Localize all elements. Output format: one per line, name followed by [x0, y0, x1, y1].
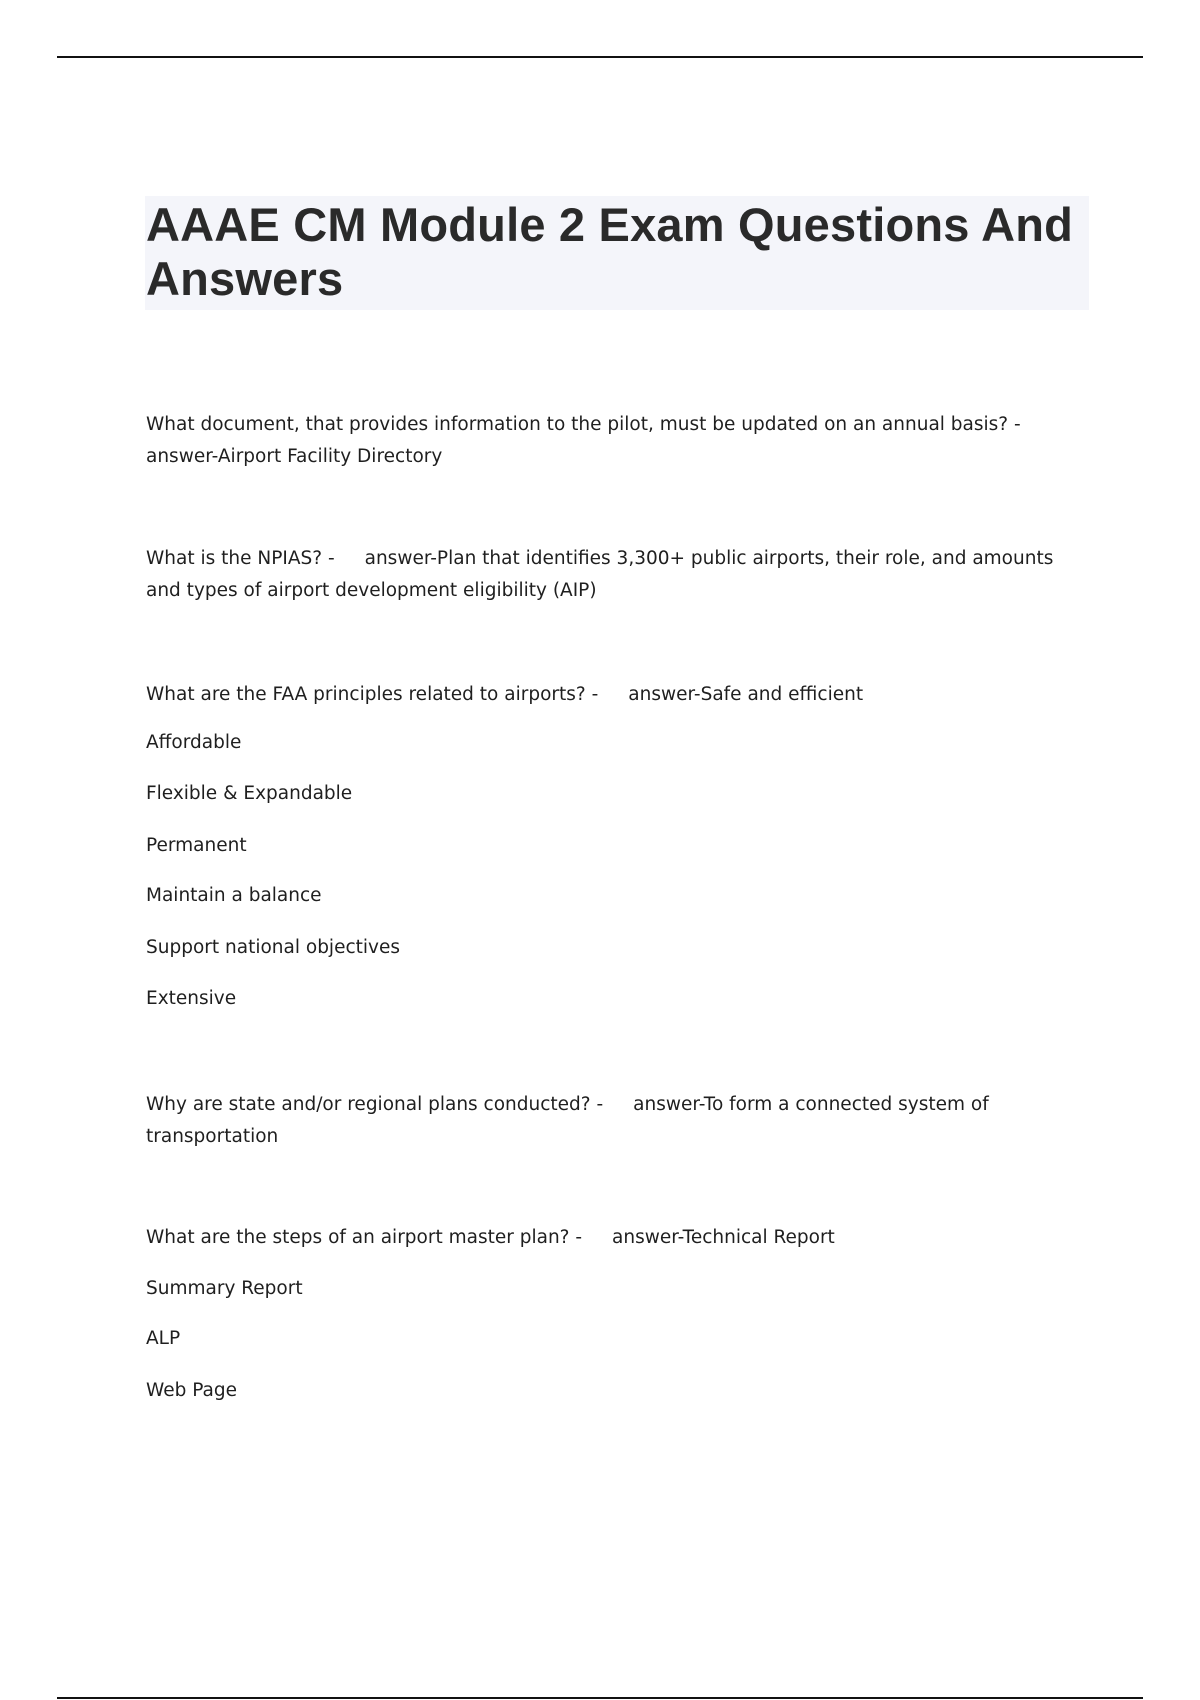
- answer-text: answer-To form a connected system of transportation: [146, 1094, 995, 1147]
- qa-item-2: [146, 543, 1086, 607]
- qa-item-5: [146, 1222, 1086, 1254]
- question-text: What are the steps of an airport master plan? -: [146, 1227, 583, 1248]
- answer-extra-line: Extensive: [146, 988, 237, 1009]
- top-rule: [57, 56, 1143, 58]
- question-text: What is the NPIAS? -: [146, 548, 335, 569]
- answer-text: answer-Airport Facility Directory: [146, 446, 443, 467]
- answer-text: answer-Plan that identifies 3,300+ public airports, their role, and amounts and types of airport development eligibility (AIP): [146, 548, 1060, 601]
- qa-4-text: [146, 1089, 1086, 1153]
- question-text: What document, that provides information to the pilot, must be updated on an annual basis? -: [146, 414, 1021, 435]
- answer-text: answer-Safe and efficient: [628, 684, 864, 705]
- answer-text: answer-Technical Report: [612, 1227, 835, 1248]
- answer-extra-line: ALP: [146, 1328, 181, 1349]
- bottom-rule: [57, 1697, 1143, 1699]
- answer-extra-line: Affordable: [146, 732, 242, 753]
- answer-extra-line: Summary Report: [146, 1278, 303, 1299]
- qa-item-3: [146, 679, 1086, 711]
- question-text: What are the FAA principles related to airports? -: [146, 684, 599, 705]
- qa-item-1: [146, 409, 1086, 473]
- answer-extra-line: Web Page: [146, 1380, 238, 1401]
- answer-extra-line: Maintain a balance: [146, 885, 322, 906]
- question-text: Why are state and/or regional plans conducted? -: [146, 1094, 604, 1115]
- qa-item-4: [146, 1089, 1086, 1153]
- qa-5-text: [146, 1222, 1086, 1254]
- answer-extra-line: Permanent: [146, 835, 247, 856]
- qa-1-text: [146, 409, 1086, 473]
- answer-extra-line: Support national objectives: [146, 937, 400, 958]
- page-title: AAAE CM Module 2 Exam Questions And Answers: [146, 198, 1074, 305]
- qa-3-text: [146, 679, 1086, 711]
- answer-extra-line: Flexible & Expandable: [146, 783, 353, 804]
- qa-2-text: [146, 543, 1086, 607]
